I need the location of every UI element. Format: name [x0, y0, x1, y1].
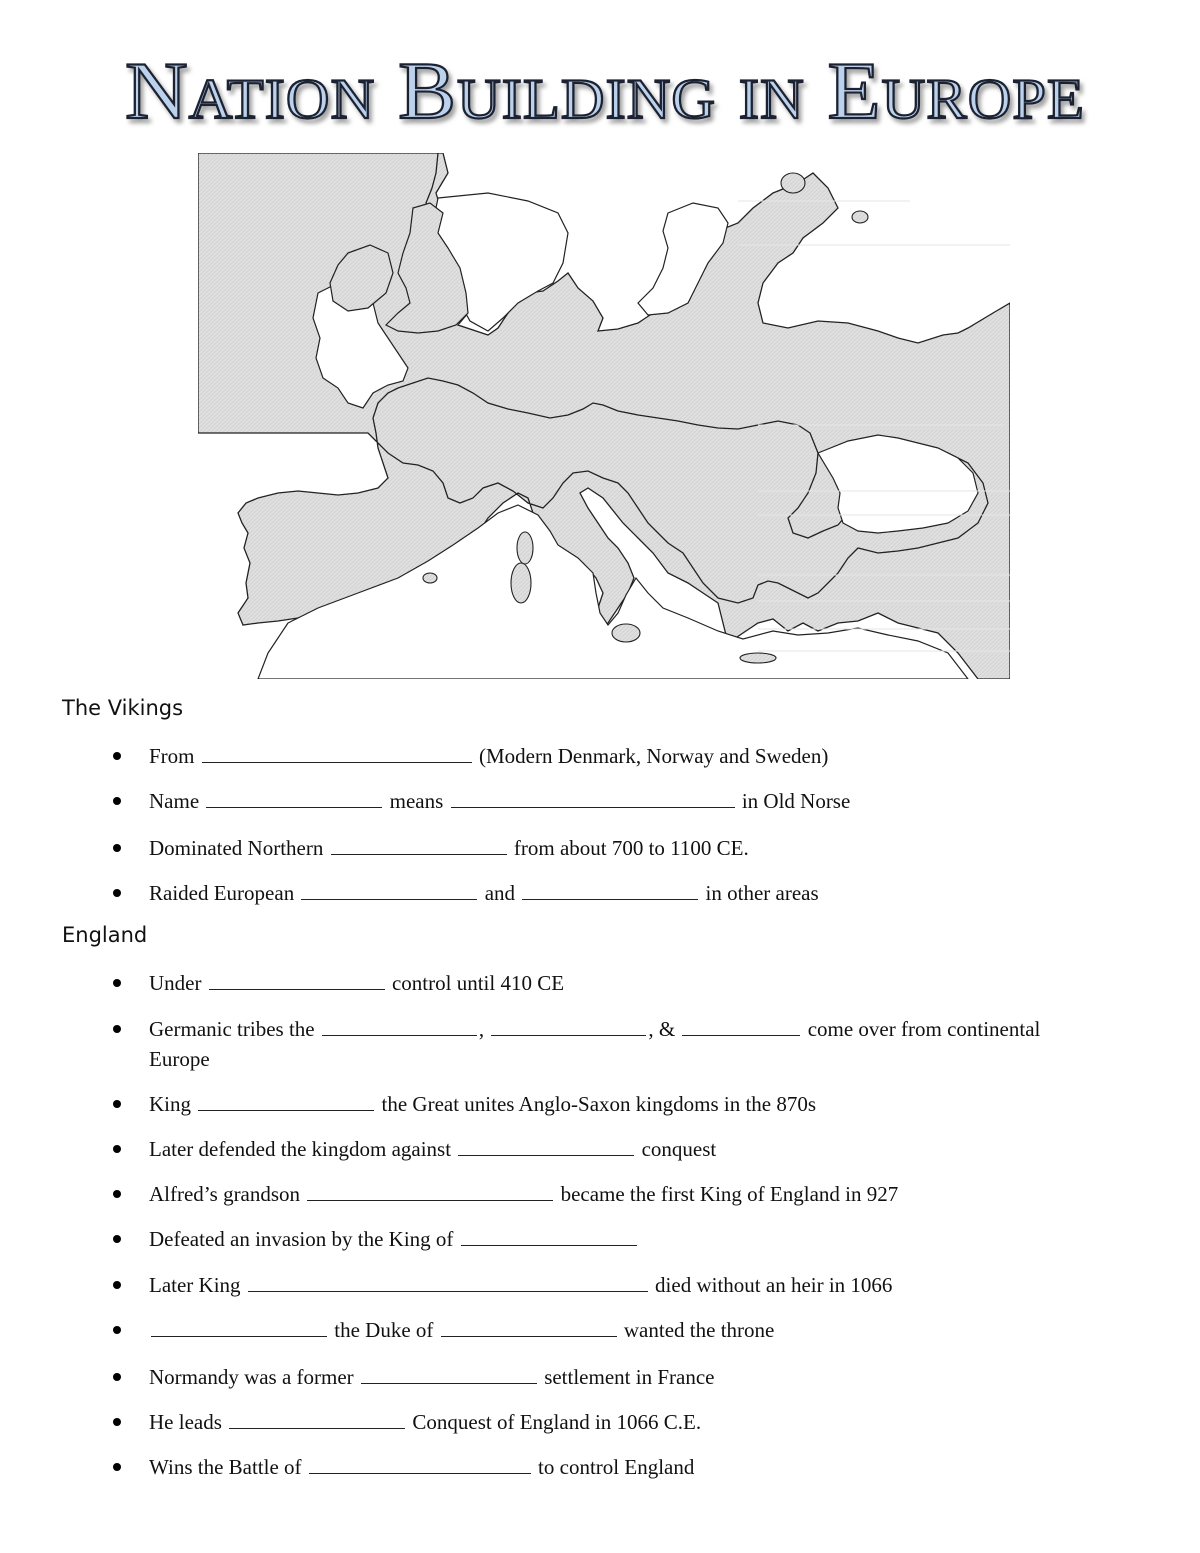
text-fragment: Normandy was a former: [149, 1365, 359, 1389]
bullet-icon: [113, 979, 121, 987]
bullet-icon: [113, 1145, 121, 1153]
map-island-crete: [740, 653, 776, 663]
text-fragment: the Duke of: [329, 1318, 439, 1342]
fill-in-blank[interactable]: [458, 1137, 634, 1156]
bullet-icon: [113, 1281, 121, 1289]
fill-in-blank[interactable]: [522, 881, 698, 900]
fill-in-blank[interactable]: [229, 1410, 405, 1429]
text-fragment: Defeated an invasion by the King of: [149, 1227, 459, 1251]
list-item-text: [149, 1452, 694, 1482]
list-item-text: [149, 786, 850, 816]
fill-in-blank[interactable]: [451, 789, 735, 808]
bullet-icon: [113, 752, 121, 760]
bullet-icon: [113, 1418, 121, 1426]
fill-in-blank[interactable]: [491, 1017, 646, 1036]
bullet-icon: [113, 1463, 121, 1471]
text-fragment: Alfred’s grandson: [149, 1182, 306, 1206]
list-item-text: [149, 1134, 716, 1164]
text-fragment: Later defended the kingdom against: [149, 1137, 457, 1161]
text-fragment: Name: [149, 789, 205, 813]
bullet-icon: [113, 889, 121, 897]
text-fragment: King: [149, 1092, 197, 1116]
text-fragment: settlement in France: [538, 1365, 715, 1389]
text-fragment: means: [384, 789, 449, 813]
list-item-text: [149, 1407, 701, 1437]
text-fragment: died without an heir in 1066: [649, 1273, 893, 1297]
text-fragment: in other areas: [700, 881, 819, 905]
bullet-icon: [113, 1373, 121, 1381]
bullet-icon: [113, 1235, 121, 1243]
page-title-text: Nation Building in Europe: [125, 45, 1085, 136]
text-fragment: (Modern Denmark, Norway and Sweden): [473, 744, 829, 768]
text-fragment: control until 410 CE: [386, 971, 565, 995]
fill-in-blank[interactable]: [361, 1365, 537, 1384]
text-fragment: From: [149, 744, 200, 768]
text-fragment: Under: [149, 971, 207, 995]
fill-in-blank[interactable]: [682, 1017, 800, 1036]
list-item-text: [149, 741, 828, 771]
list-item-text: [149, 1014, 1099, 1074]
page-title: [100, 40, 1110, 140]
text-fragment: to control England: [532, 1455, 695, 1479]
fill-in-blank[interactable]: [301, 881, 477, 900]
text-fragment: Wins the Battle of: [149, 1455, 307, 1479]
text-fragment: , &: [648, 1017, 681, 1041]
section-heading-england: England: [62, 923, 148, 947]
fill-in-blank[interactable]: [202, 744, 472, 763]
fill-in-blank[interactable]: [307, 1182, 553, 1201]
europe-map: [198, 153, 1010, 679]
fill-in-blank[interactable]: [441, 1318, 617, 1337]
text-fragment: wanted the throne: [618, 1318, 775, 1342]
bullet-icon: [113, 1190, 121, 1198]
bullet-icon: [113, 844, 121, 852]
fill-in-blank[interactable]: [209, 971, 385, 990]
fill-in-blank[interactable]: [461, 1227, 637, 1246]
list-item-text: [149, 968, 564, 998]
list-item-text: [149, 833, 749, 863]
list-item-text: [149, 1362, 714, 1392]
list-item-text: [149, 1179, 898, 1209]
text-fragment: Germanic tribes the: [149, 1017, 320, 1041]
bullet-icon: [113, 1100, 121, 1108]
map-island-sicily: [612, 624, 640, 642]
fill-in-blank[interactable]: [309, 1455, 531, 1474]
fill-in-blank[interactable]: [206, 789, 382, 808]
fill-in-blank[interactable]: [248, 1273, 648, 1292]
map-island-corsica: [517, 532, 533, 564]
map-island-east: [852, 211, 868, 223]
section-heading-vikings: The Vikings: [62, 696, 184, 720]
fill-in-blank[interactable]: [322, 1017, 477, 1036]
text-fragment: Conquest of England in 1066 C.E.: [407, 1410, 702, 1434]
list-item-text: [149, 1224, 639, 1254]
fill-in-blank[interactable]: [151, 1318, 327, 1337]
list-item-text: [149, 878, 819, 908]
bullet-icon: [113, 1326, 121, 1334]
text-fragment: Raided European: [149, 881, 300, 905]
bullet-icon: [113, 1025, 121, 1033]
map-island-sardinia: [511, 563, 531, 603]
text-fragment: ,: [478, 1017, 490, 1041]
fill-in-blank[interactable]: [331, 836, 507, 855]
map-island-balearic: [423, 573, 437, 583]
map-island-north: [781, 173, 805, 193]
text-fragment: conquest: [636, 1137, 717, 1161]
text-fragment: from about 700 to 1100 CE.: [508, 836, 749, 860]
text-fragment: come over from continental Europe: [149, 1017, 1041, 1071]
text-fragment: Later King: [149, 1273, 246, 1297]
text-fragment: Dominated Northern: [149, 836, 329, 860]
list-item-text: [149, 1089, 816, 1119]
list-item-text: [149, 1315, 774, 1345]
text-fragment: in Old Norse: [736, 789, 851, 813]
list-item-text: [149, 1270, 892, 1300]
fill-in-blank[interactable]: [198, 1092, 374, 1111]
text-fragment: became the first King of England in 927: [555, 1182, 899, 1206]
bullet-icon: [113, 797, 121, 805]
text-fragment: the Great unites Anglo-Saxon kingdoms in the 870s: [376, 1092, 817, 1116]
text-fragment: He leads: [149, 1410, 228, 1434]
text-fragment: and: [479, 881, 521, 905]
